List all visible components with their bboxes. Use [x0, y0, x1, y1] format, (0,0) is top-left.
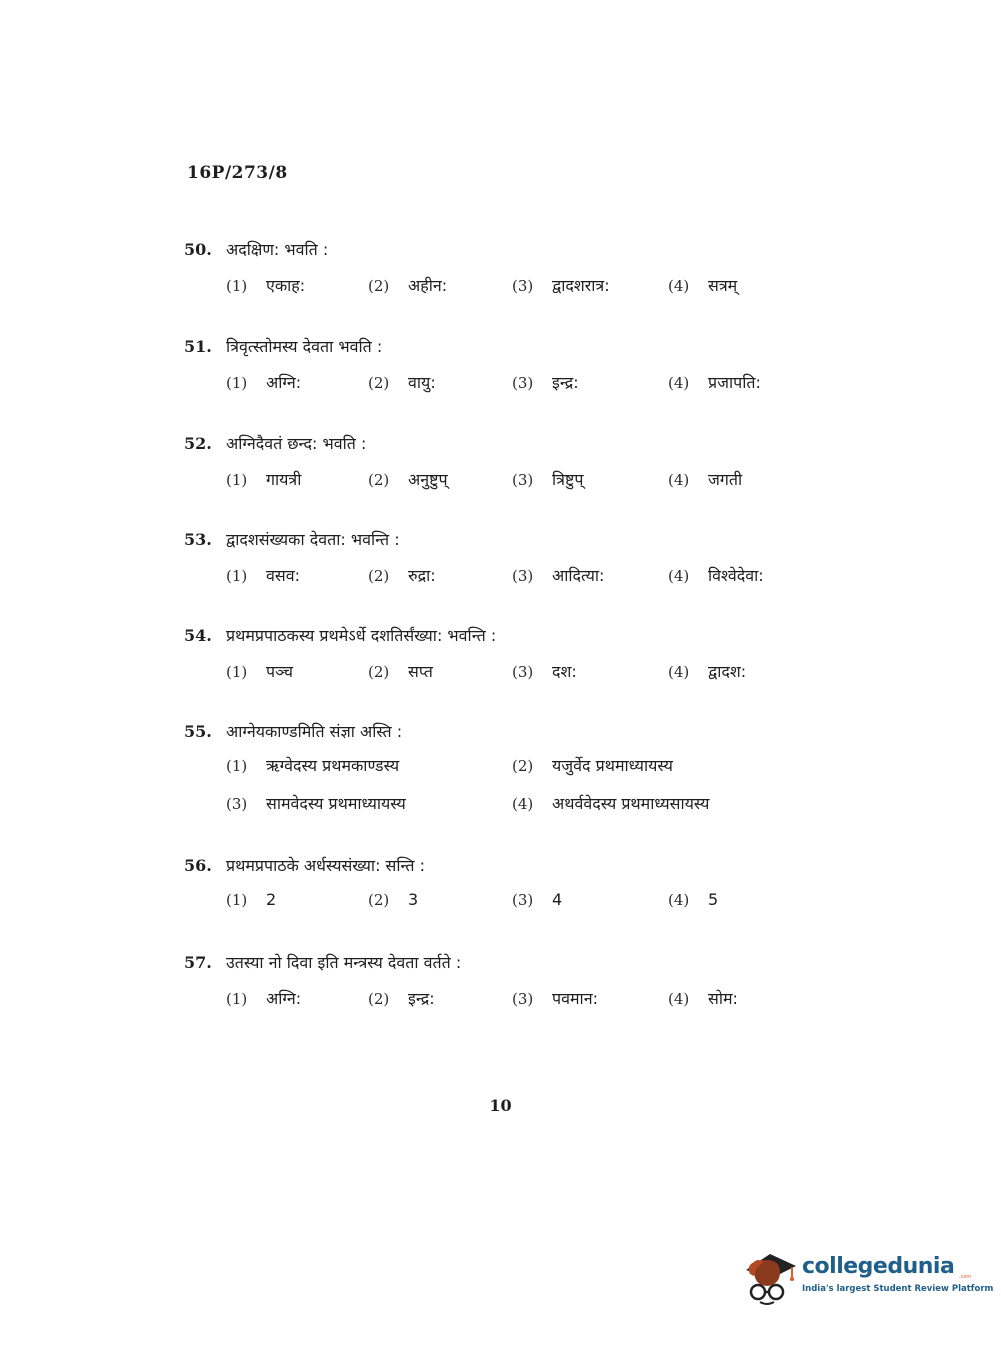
question-text: अदक्षिण: भवति :: [226, 240, 329, 259]
question-line: [184, 432, 784, 458]
question-number: 56.: [184, 856, 212, 875]
option-text: सामवेदस्य प्रथमाध्यायस्य: [266, 794, 406, 813]
option-text: विश्वेदेवा:: [708, 566, 764, 585]
question-text: प्रथमप्रपाठके अर्धस्यसंख्या: सन्ति :: [226, 856, 426, 875]
question-55: [184, 720, 784, 822]
question-50: [184, 238, 784, 304]
question-52: [184, 432, 784, 498]
question-number: 54.: [184, 626, 212, 645]
option-text: अनुष्टुप्: [408, 470, 448, 489]
option-2: [368, 468, 448, 490]
paper-code: 16P/273/8: [187, 163, 288, 183]
option-number: (3): [512, 567, 534, 585]
option-2: [368, 987, 435, 1009]
option-text: एकाह:: [266, 276, 306, 295]
question-number: 51.: [184, 337, 212, 356]
option-row: [184, 754, 784, 784]
option-number: (2): [368, 374, 390, 392]
option-2: [368, 660, 433, 682]
option-3: [512, 274, 610, 296]
option-text: वसव:: [266, 566, 300, 585]
question-56: [184, 854, 784, 920]
option-number: (2): [368, 663, 390, 681]
question-53: [184, 528, 784, 594]
option-number: (3): [512, 891, 534, 909]
option-text: इन्द्र:: [552, 373, 579, 392]
question-line: [184, 528, 784, 554]
option-number: (4): [668, 277, 690, 295]
option-number: (4): [668, 663, 690, 681]
question-line: [184, 720, 784, 746]
option-1: [226, 274, 305, 296]
option-text: रुद्रा:: [408, 566, 436, 585]
collegedunia-logo: [740, 1248, 994, 1310]
question-text: उतस्या नो दिवा इति मन्त्रस्य देवता वर्तते :: [226, 953, 462, 972]
option-text: सत्रम्: [708, 276, 738, 295]
option-1: [226, 890, 276, 909]
option-4: [668, 890, 718, 909]
question-number: 50.: [184, 240, 212, 259]
option-row: [184, 371, 784, 401]
option-text: 5: [708, 890, 719, 909]
option-2: [368, 890, 418, 909]
option-2: [512, 754, 673, 776]
option-3: [512, 371, 579, 393]
option-text: आदित्या:: [552, 566, 605, 585]
logo-wordmark: collegedunia: [802, 1254, 955, 1279]
option-text: द्वादशरात्र:: [552, 276, 610, 295]
logo-suffix: .com: [959, 1274, 972, 1280]
option-text: अहीन:: [408, 276, 448, 295]
option-text: प्रजापति:: [708, 373, 761, 392]
option-number: (1): [226, 567, 248, 585]
option-4: [668, 660, 746, 682]
option-text: इन्द्र:: [408, 989, 435, 1008]
option-number: (4): [668, 471, 690, 489]
option-row: [184, 987, 784, 1017]
option-row: [184, 890, 784, 920]
option-number: (1): [226, 891, 248, 909]
option-3: [226, 792, 406, 814]
option-4: [668, 371, 761, 393]
page-number: 10: [489, 1096, 512, 1115]
option-1: [226, 660, 293, 682]
option-4: [668, 987, 738, 1009]
option-number: (4): [668, 891, 690, 909]
option-text: ऋग्वेदस्य प्रथमकाण्डस्य: [266, 756, 400, 775]
option-number: (2): [368, 471, 390, 489]
question-text: आग्नेयकाण्डमिति संज्ञा अस्ति :: [226, 722, 403, 741]
question-line: [184, 854, 784, 880]
option-text: सप्त: [408, 662, 433, 681]
question-51: [184, 335, 784, 401]
option-text: पञ्च: [266, 662, 294, 681]
option-3: [512, 987, 598, 1009]
question-number: 57.: [184, 953, 212, 972]
question-line: [184, 335, 784, 361]
option-row: [184, 792, 784, 822]
option-1: [226, 468, 301, 490]
option-number: (1): [226, 277, 248, 295]
option-4: [668, 564, 764, 586]
option-text: जगती: [708, 470, 743, 489]
option-text: द्वादश:: [708, 662, 747, 681]
option-2: [368, 274, 447, 296]
option-text: अथर्ववेदस्य प्रथमाध्यसायस्य: [552, 794, 710, 813]
option-4: [512, 792, 709, 814]
option-3: [512, 890, 562, 909]
option-text: पवमान:: [552, 989, 598, 1008]
option-2: [368, 371, 436, 393]
option-row: [184, 274, 784, 304]
option-text: दश:: [552, 662, 577, 681]
option-3: [512, 660, 577, 682]
question-line: [184, 238, 784, 264]
option-text: 2: [266, 890, 277, 909]
question-text: द्वादशसंख्यका देवता: भवन्ति :: [226, 530, 400, 549]
option-number: (3): [226, 795, 248, 813]
question-line: [184, 951, 784, 977]
option-text: 3: [408, 890, 419, 909]
option-text: अग्नि:: [266, 989, 302, 1008]
question-line: [184, 624, 784, 650]
question-text: प्रथमप्रपाठकस्य प्रथमेऽर्धे दशतिर्संख्या: भवन्ति :: [226, 626, 497, 645]
option-text: वायु:: [408, 373, 436, 392]
option-number: (1): [226, 471, 248, 489]
option-4: [668, 274, 737, 296]
option-number: (2): [368, 891, 390, 909]
option-number: (4): [668, 567, 690, 585]
option-number: (2): [368, 277, 390, 295]
question-number: 53.: [184, 530, 212, 549]
option-number: (1): [226, 663, 248, 681]
option-number: (2): [368, 990, 390, 1008]
option-text: त्रिष्टुप्: [552, 470, 584, 489]
option-3: [512, 564, 604, 586]
option-number: (1): [226, 990, 248, 1008]
option-4: [668, 468, 742, 490]
mascot-icon: [740, 1248, 800, 1310]
question-number: 52.: [184, 434, 212, 453]
option-number: (2): [512, 757, 534, 775]
option-number: (4): [512, 795, 534, 813]
option-number: (3): [512, 277, 534, 295]
option-number: (3): [512, 663, 534, 681]
option-number: (1): [226, 374, 248, 392]
option-row: [184, 564, 784, 594]
option-3: [512, 468, 583, 490]
question-number: 55.: [184, 722, 212, 741]
question-57: [184, 951, 784, 1017]
option-number: (4): [668, 374, 690, 392]
option-number: (3): [512, 374, 534, 392]
option-number: (3): [512, 990, 534, 1008]
option-row: [184, 468, 784, 498]
option-1: [226, 564, 300, 586]
logo-tagline: India's largest Student Review Platform: [802, 1284, 994, 1294]
option-1: [226, 754, 399, 776]
option-number: (2): [368, 567, 390, 585]
option-row: [184, 660, 784, 690]
option-text: गायत्री: [266, 470, 302, 489]
option-text: सोम:: [708, 989, 738, 1008]
option-text: यजुर्वेद प्रथमाध्यायस्य: [552, 756, 673, 775]
question-text: त्रिवृत्स्तोमस्य देवता भवति :: [226, 337, 383, 356]
option-1: [226, 371, 301, 393]
option-number: (4): [668, 990, 690, 1008]
question-text: अग्निदैवतं छन्द: भवति :: [226, 434, 367, 453]
question-54: [184, 624, 784, 690]
option-number: (3): [512, 471, 534, 489]
option-number: (1): [226, 757, 248, 775]
option-2: [368, 564, 436, 586]
option-1: [226, 987, 301, 1009]
option-text: अग्नि:: [266, 373, 302, 392]
option-text: 4: [552, 890, 563, 909]
